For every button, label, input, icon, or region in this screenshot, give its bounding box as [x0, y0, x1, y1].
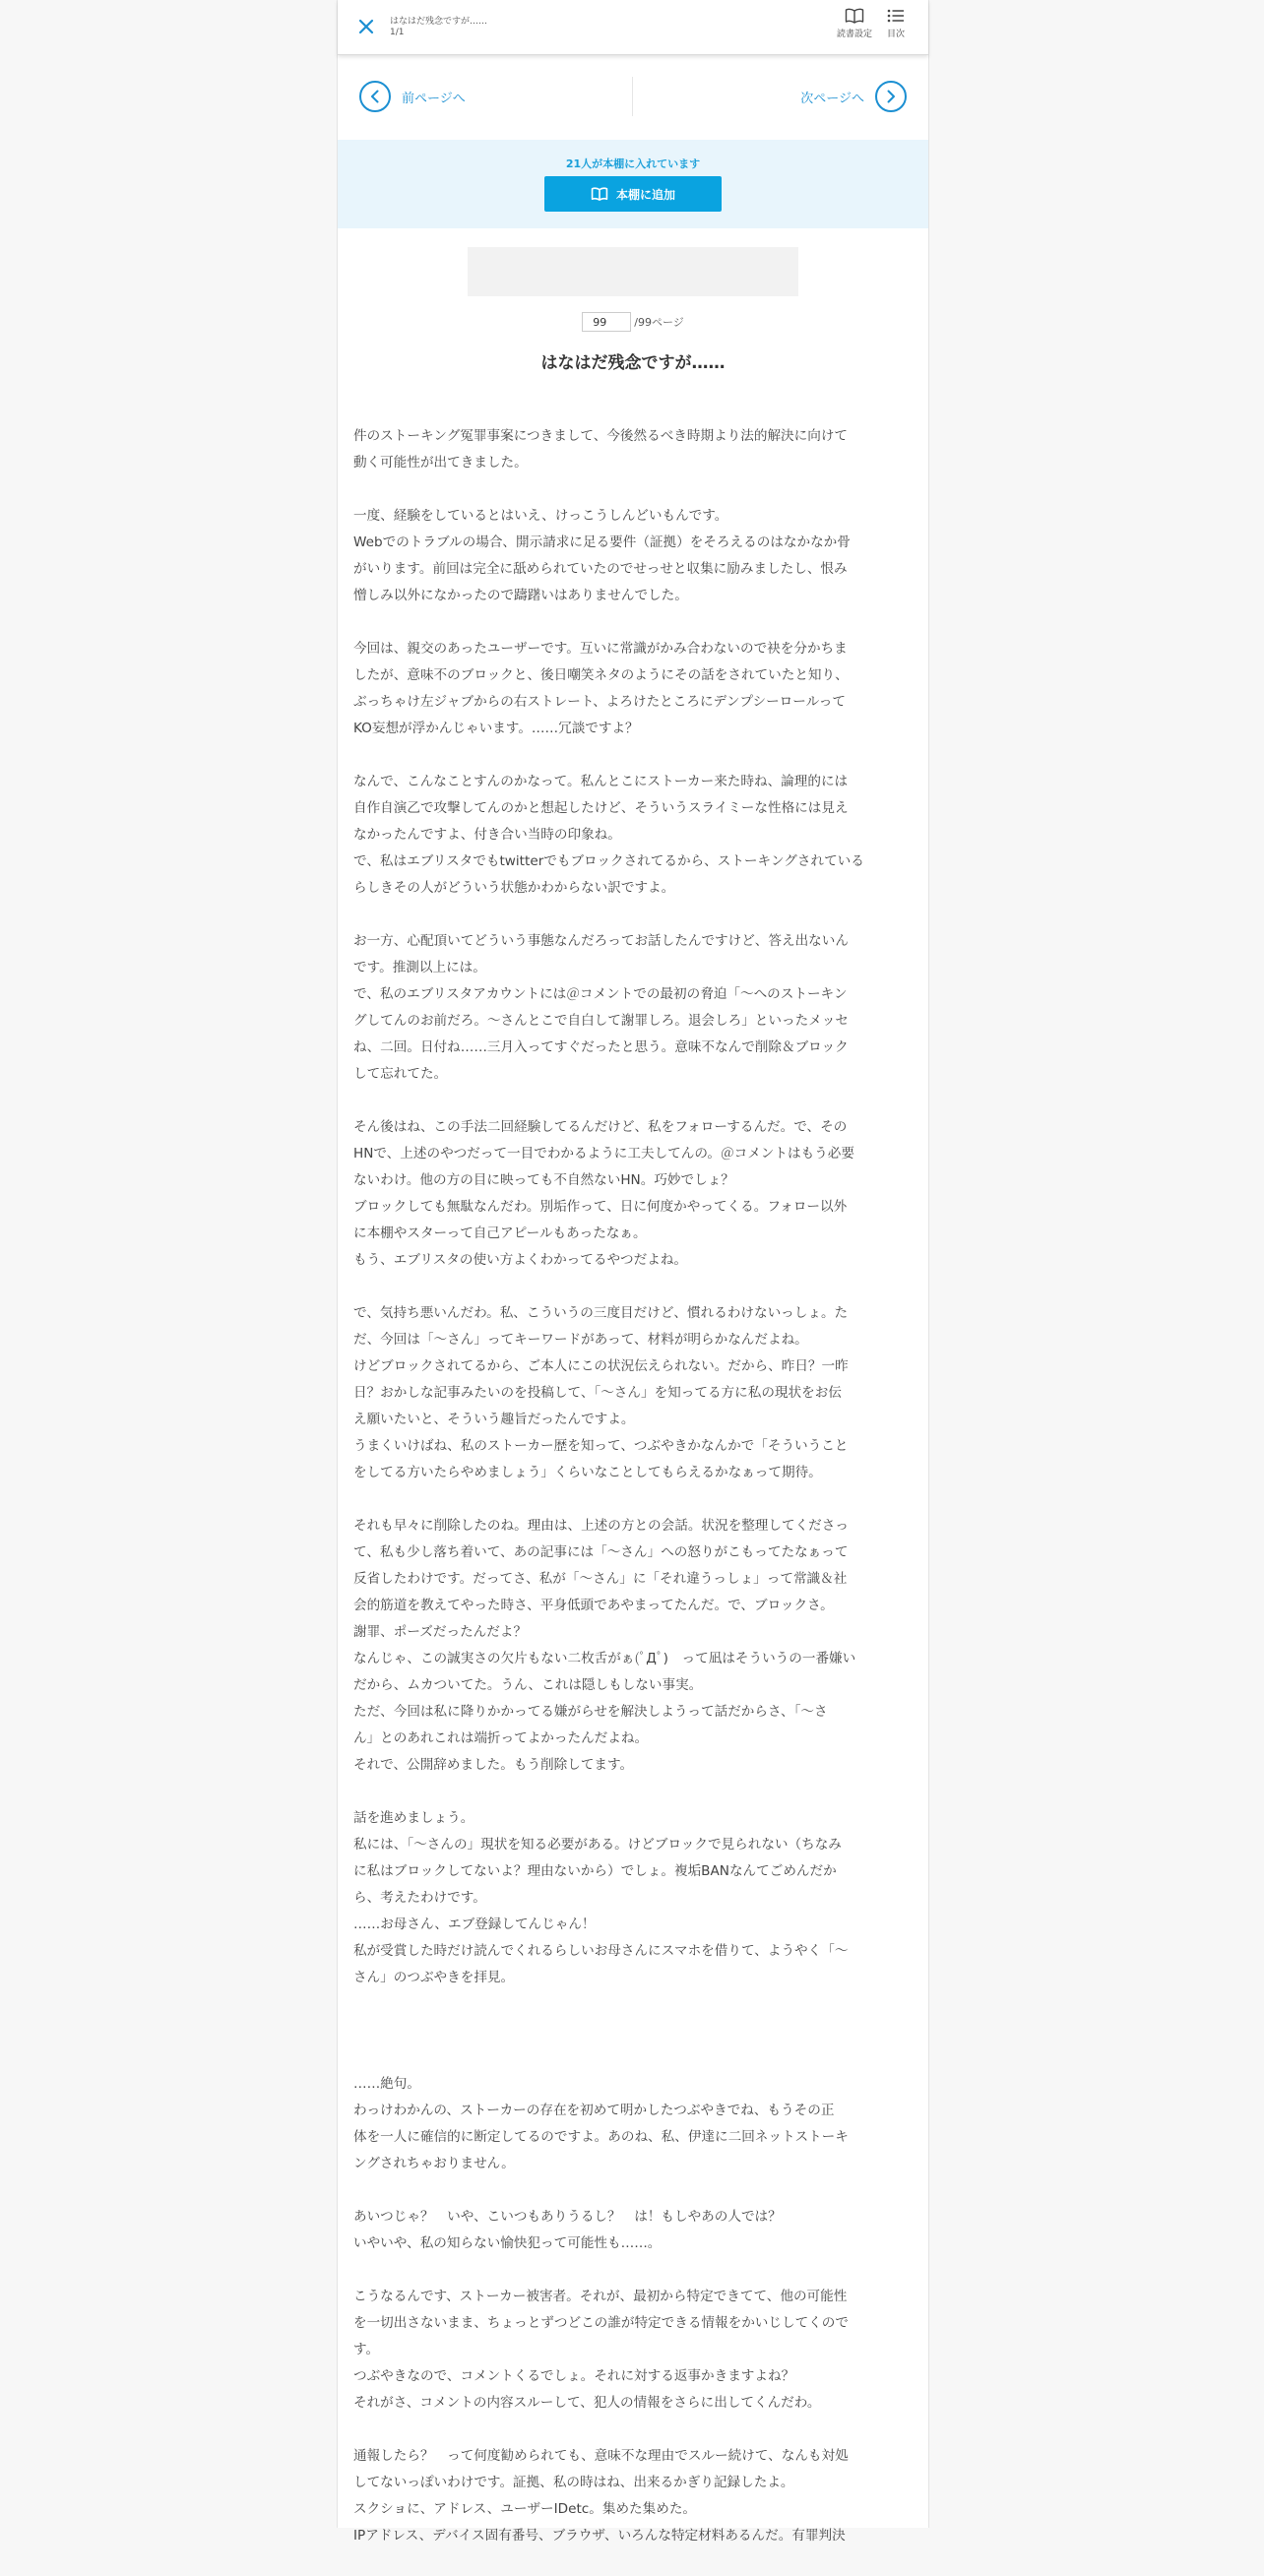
- article-line: 通報したら？ って何度勧められても、意味不な理由でスルー続けて、なんも対処: [353, 2448, 849, 2464]
- article-line: それも早々に削除したのね。理由は、上述の方との会話。状況を整理してくださっ: [353, 1518, 849, 1534]
- article-line: ん」とのあれこれは端折ってよかったんだよね。: [353, 1730, 649, 1746]
- article-line: なかったんですよ、付き合い当時の印象ね。: [353, 827, 621, 843]
- ad-placeholder: [468, 247, 798, 296]
- article-paragraph: [353, 1805, 913, 1991]
- article-line: ……お母さん、エブ登録してんじゃん！: [353, 1916, 596, 1932]
- article-line: で、私のエブリスタアカウントには＠コメントでの最初の脅迫「～へのストーキン: [353, 986, 848, 1002]
- article-line: を一切出さないまま、ちょっとずつどこの誰が特定できる情報をかいじしてくので: [353, 2315, 849, 2331]
- article-line: けどブロックされてるから、ご本人にこの状況伝えられない。だから、昨日？一昨: [353, 1358, 849, 1374]
- page-number-input[interactable]: [582, 312, 631, 332]
- article-line: 一度、経験をしているとはいえ、けっこうしんどいもんです。: [353, 508, 728, 524]
- article-line: Webでのトラブルの場合、開示請求に足る要件（証拠）をそろえるのはなかなか骨: [353, 534, 851, 550]
- article-line: らしきその人がどういう状態かわからない訳ですよ。: [353, 880, 675, 896]
- article-line: ぶっちゃけ左ジャブからの右ストレート、よろけたところにデンプシーロールって: [353, 694, 846, 710]
- article-line: 会的筋道を教えてやった時さ、平身低頭であやまってたんだ。で、ブロックさ。: [353, 1598, 834, 1613]
- article-line: ないわけ。他の方の目に映っても不自然ないHN。巧妙でしょ？: [353, 1172, 734, 1188]
- article-line: こうなるんです、ストーカー被害者。それが、最初から特定できてて、他の可能性: [353, 2289, 848, 2304]
- toc-button[interactable]: [887, 8, 905, 47]
- article-line: 反省したわけです。だってさ、私が「～さん」に「それ違うっしょ」って常識＆社: [353, 1571, 848, 1587]
- open-book-icon: [845, 8, 864, 24]
- prev-page-label: 前ページへ: [402, 91, 466, 106]
- article-line: だから、ムカついてた。うん、これは隠しもしない事実。: [353, 1677, 703, 1693]
- article-line: [353, 2018, 913, 2044]
- article-line: してないっぽいわけです。証拠、私の時はね、出来るかぎり記録したよ。: [353, 2475, 794, 2490]
- article-line: ブロックしても無駄なんだわ。別垢作って、日に何度かやってくる。フォロー以外: [353, 1199, 848, 1215]
- article-paragraph: [353, 928, 913, 1088]
- article-paragraph: [353, 503, 913, 609]
- article-body: [353, 423, 913, 2576]
- page-jump: [338, 311, 928, 333]
- article-line: ただ、今回は私に降りかかってる嫌がらせを解決しようって話だからさ、「～さ: [353, 1704, 828, 1720]
- article-line: に私はブロックしてないよ？理由ないから）でしょ。複垢BANなんてごめんだか: [353, 1863, 837, 1879]
- close-icon: [358, 19, 374, 34]
- add-to-bookshelf-label: 本棚に追加: [615, 187, 675, 202]
- article-line: え願いたいと、そういう趣旨だったんですよ。: [353, 1412, 635, 1427]
- page-total-label: /99ページ: [634, 316, 684, 329]
- article-line: 動く可能性が出てきました。: [353, 455, 528, 471]
- next-page-label: 次ページへ: [800, 91, 864, 106]
- article-line: IPアドレス、デバイス固有番号、ブラウザ、いろんな特定材料あるんだ。有罪判決: [353, 2528, 846, 2544]
- add-to-bookshelf-button[interactable]: [544, 176, 722, 212]
- article-line: で、気持ち悪いんだわ。私、こういうの三度目だけど、慣れるわけないっしょ。た: [353, 1305, 849, 1321]
- article-line: つぶやきなので、コメントくるでしょ。それに対する返事かきますよね？: [353, 2368, 795, 2384]
- article-line: 私には、「～さんの」現状を知る必要がある。けどブロックで見られない（ちなみ: [353, 1837, 842, 1853]
- article-paragraph: [353, 769, 913, 902]
- article-line: だ、今回は「～さん」ってキーワードがあって、材料が明らかなんだよね。: [353, 1332, 808, 1348]
- prev-page-button[interactable]: [359, 77, 466, 116]
- article-title: はなはだ残念ですが……: [540, 353, 726, 373]
- article-line: うまくいけばね、私のストーカー歴を知って、つぶやきかなんかで「そういうこと: [353, 1438, 849, 1454]
- article-line: なんじゃ、この誠実さの欠片もない二枚舌がぁ(ﾟДﾟ) って凪はそういうの一番嫌い: [353, 1651, 856, 1666]
- article-line: 私が受賞した時だけ読んでくれるらしいお母さんにスマホを借りて、ようやく「～: [353, 1943, 849, 1959]
- article-line: をしてる方いたらやめましょう」くらいなことしてもらえるかなぁって期待。: [353, 1465, 822, 1480]
- reader-header: [338, 0, 928, 55]
- article-line: さん」のつぶやきを拝見。: [353, 1970, 515, 1985]
- article-line: ね、二回。日付ね……三月入ってすぐだったと思う。意味不なんで削除＆ブロック: [353, 1039, 849, 1055]
- toc-label: 目次: [887, 30, 906, 39]
- article-line: す。: [353, 2342, 380, 2357]
- page-navigation: [338, 55, 928, 140]
- reading-settings-label: 読書設定: [837, 30, 873, 39]
- article-line: もう、エブリスタの使い方よくわかってるやつだよね。: [353, 1252, 688, 1268]
- article-line: に本棚やスターって自己アピールもあったなぁ。: [353, 1225, 647, 1241]
- article-paragraph: [353, 2018, 913, 2044]
- article-line: 自作自演乙で攻撃してんのかと想起したけど、そういうスライミーな性格には見え: [353, 800, 849, 816]
- book-icon: [591, 187, 608, 201]
- article-line: です。推測以上には。: [353, 960, 486, 975]
- article-line: いやいや、私の知らない愉快犯って可能性も……。: [353, 2235, 662, 2251]
- article-paragraph: [353, 1300, 913, 1486]
- next-circle: [875, 81, 907, 112]
- chevron-left-icon: [369, 90, 381, 103]
- next-page-button[interactable]: [800, 77, 907, 116]
- article-line: 謝罪、ポーズだったんだよ？: [353, 1624, 528, 1640]
- article-line: HNで、上述のやつだって一目でわかるように工夫してんの。＠コメントはもう必要: [353, 1146, 854, 1162]
- article-line: KO妄想が浮かんじゃいます。……冗談ですよ？: [353, 721, 639, 736]
- bookshelf-banner: [338, 140, 928, 228]
- article-line: スクショに、アドレス、ユーザーIDetc。集めた集めた。: [353, 2501, 697, 2517]
- article-line: 今回は、親交のあったユーザーです。互いに常識がかみ合わないので袂を分かちま: [353, 641, 848, 657]
- header-book-title: はなはだ残念ですが……: [390, 17, 488, 27]
- close-button[interactable]: [351, 12, 381, 41]
- list-icon: [887, 8, 905, 24]
- prev-circle: [359, 81, 391, 112]
- article-line: わっけわかんの、ストーカーの存在を初めて明かしたつぶやきでね、もうその正: [353, 2103, 835, 2118]
- article-paragraph: [353, 2443, 913, 2549]
- article-line: なんで、こんなことすんのかなって。私んとこにストーカー来た時ね、論理的には: [353, 774, 849, 789]
- article-line: したが、意味不のブロックと、後日嘲笑ネタのようにその話をされていたと知り、: [353, 667, 849, 683]
- reader-page: [337, 0, 929, 2544]
- article-line: 体を一人に確信的に断定してるのですよ。あのね、私、伊達に二回ネットストーキ: [353, 2129, 849, 2145]
- article-paragraph: [353, 2071, 913, 2177]
- article-line: 話を進めましょう。: [353, 1810, 474, 1826]
- article-line: ……絶句。: [353, 2076, 420, 2092]
- chevron-right-icon: [885, 90, 897, 103]
- article-paragraph: [353, 636, 913, 742]
- article-paragraph: [353, 2284, 913, 2417]
- reading-settings-button[interactable]: [837, 8, 872, 47]
- article-line: そん後はね、この手法二回経験してるんだけど、私をフォローするんだ。で、その: [353, 1119, 848, 1135]
- article-line: 憎しみ以外になかったので躊躇いはありませんでした。: [353, 588, 688, 603]
- article-line: ングされちゃおりません。: [353, 2156, 515, 2171]
- article-line: して忘れてた。: [353, 1066, 448, 1082]
- article-paragraph: [353, 423, 913, 476]
- article-line: グしてんのお前だろ。～さんとこで自白して謝罪しろ。退会しろ」といったメッセ: [353, 1013, 849, 1029]
- pager-divider: [632, 77, 633, 116]
- header-page-count: 1/1: [390, 28, 405, 37]
- article-paragraph: [353, 1513, 913, 1779]
- article-line: それで、公開辞めました。もう削除してます。: [353, 1757, 634, 1773]
- article-line: で、私はエブリスタでもtwitterでもブロックされてるから、ストーキングされている: [353, 853, 864, 869]
- article-line: あいつじゃ？ いや、こいつもありうるし？ は！もしやあの人では？: [353, 2209, 782, 2225]
- article-line: がいります。前回は完全に舐められていたのでせっせと収集に励みましたし、恨み: [353, 561, 848, 577]
- article-line: ら、考えたわけです。: [353, 1890, 486, 1906]
- article-line: て、私も少し落ち着いて、あの記事には「～さん」への怒りがこもってたなぁって: [353, 1544, 849, 1560]
- article-paragraph: [353, 1114, 913, 1274]
- bookshelf-count: 21人が本棚に入れています: [565, 157, 701, 170]
- article-paragraph: [353, 2204, 913, 2257]
- article-line: 件のストーキング冤罪事案につきまして、今後然るべき時期より法的解決に向けて: [353, 428, 849, 444]
- article-line: 日？おかしな記事みたいのを投稿して、「～さん」を知ってる方に私の現状をお伝: [353, 1385, 842, 1401]
- article-line: それがさ、コメントの内容スルーして、犯人の情報をさらに出してくんだわ。: [353, 2395, 821, 2411]
- article-line: お一方、心配頂いてどういう事態なんだろってお話したんですけど、答え出ないん: [353, 933, 849, 949]
